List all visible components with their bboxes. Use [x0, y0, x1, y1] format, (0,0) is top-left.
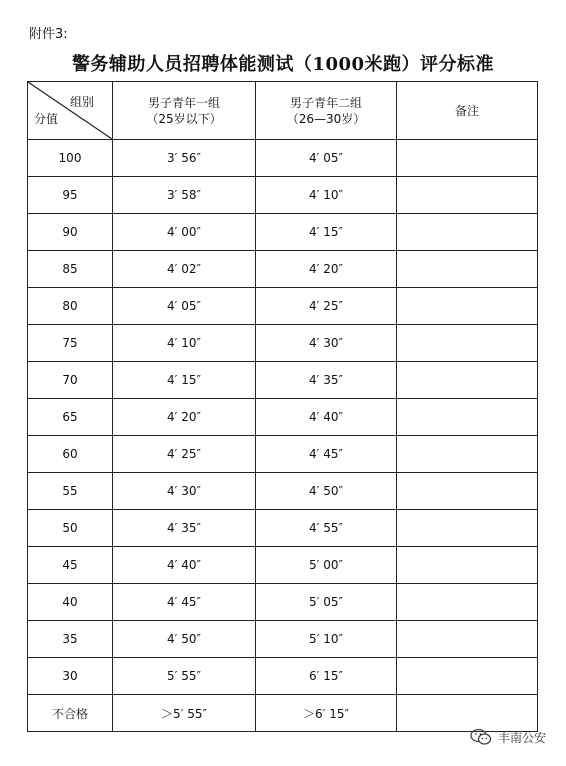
diagonal-header-cell	[28, 82, 113, 140]
remark-cell	[397, 177, 538, 214]
attachment-label: 附件3:	[29, 27, 68, 42]
group1-header	[113, 82, 256, 140]
group1-time-cell: 4′ 10″	[113, 325, 256, 362]
group2-time-cell: 4′ 35″	[256, 362, 397, 399]
watermark	[470, 728, 546, 746]
table-row	[28, 695, 538, 732]
table-row	[28, 177, 538, 214]
group1-time-cell: 4′ 50″	[113, 621, 256, 658]
score-cell: 不合格	[28, 695, 113, 732]
group1-time-cell: 3′ 56″	[113, 140, 256, 177]
score-cell: 45	[28, 547, 113, 584]
group1-time-cell: 4′ 05″	[113, 288, 256, 325]
remark-cell	[397, 695, 538, 732]
group2-name: 男子青年二组	[289, 95, 362, 110]
group2-time-cell: 4′ 55″	[256, 510, 397, 547]
remark-cell	[397, 436, 538, 473]
score-cell: 60	[28, 436, 113, 473]
table-row	[28, 436, 538, 473]
table-row	[28, 584, 538, 621]
group2-time-cell: 6′ 15″	[256, 658, 397, 695]
remark-cell	[397, 510, 538, 547]
group2-header	[256, 82, 397, 140]
remark-cell	[397, 399, 538, 436]
score-cell: 40	[28, 584, 113, 621]
group2-time-cell: 4′ 30″	[256, 325, 397, 362]
score-cell: 50	[28, 510, 113, 547]
remark-cell	[397, 547, 538, 584]
group1-age: （25岁以下）	[146, 111, 222, 126]
group1-time-cell: 4′ 35″	[113, 510, 256, 547]
score-cell: 75	[28, 325, 113, 362]
group2-time-cell: 4′ 10″	[256, 177, 397, 214]
group2-time-cell: 5′ 05″	[256, 584, 397, 621]
group1-time-cell: 4′ 25″	[113, 436, 256, 473]
group1-time-cell: 5′ 55″	[113, 658, 256, 695]
table-row	[28, 399, 538, 436]
table-row	[28, 473, 538, 510]
remark-cell	[397, 658, 538, 695]
group2-time-cell: ＞6′ 15″	[256, 695, 397, 732]
remark-cell	[397, 584, 538, 621]
score-cell: 85	[28, 251, 113, 288]
group1-time-cell: ＞5′ 55″	[113, 695, 256, 732]
remark-cell	[397, 325, 538, 362]
table-row	[28, 288, 538, 325]
remark-cell	[397, 140, 538, 177]
group1-time-cell: 4′ 45″	[113, 584, 256, 621]
group2-time-cell: 4′ 45″	[256, 436, 397, 473]
table-row	[28, 325, 538, 362]
group2-time-cell: 5′ 00″	[256, 547, 397, 584]
group1-time-cell: 4′ 02″	[113, 251, 256, 288]
table-row	[28, 547, 538, 584]
group-axis-label: 组别	[69, 95, 94, 109]
remark-cell	[397, 251, 538, 288]
group2-time-cell: 4′ 25″	[256, 288, 397, 325]
group1-time-cell: 3′ 58″	[113, 177, 256, 214]
group1-time-cell: 4′ 30″	[113, 473, 256, 510]
group2-time-cell: 5′ 10″	[256, 621, 397, 658]
group1-time-cell: 4′ 00″	[113, 214, 256, 251]
group2-time-cell: 4′ 40″	[256, 399, 397, 436]
table-row	[28, 140, 538, 177]
remark-cell	[397, 473, 538, 510]
remark-cell	[397, 288, 538, 325]
score-cell: 65	[28, 399, 113, 436]
watermark-text: 丰南公安	[497, 730, 546, 745]
score-cell: 80	[28, 288, 113, 325]
group2-time-cell: 4′ 50″	[256, 473, 397, 510]
group2-time-cell: 4′ 15″	[256, 214, 397, 251]
remark-cell	[397, 214, 538, 251]
wechat-icon	[470, 728, 492, 746]
table-row	[28, 362, 538, 399]
table-row	[28, 621, 538, 658]
group1-time-cell: 4′ 40″	[113, 547, 256, 584]
score-cell: 70	[28, 362, 113, 399]
table-header-row	[28, 82, 538, 140]
group1-time-cell: 4′ 20″	[113, 399, 256, 436]
score-cell: 90	[28, 214, 113, 251]
group2-time-cell: 4′ 05″	[256, 140, 397, 177]
score-cell: 30	[28, 658, 113, 695]
group1-name: 男子青年一组	[147, 95, 220, 110]
score-axis-label: 分值	[34, 112, 59, 126]
group2-age: （26—30岁）	[286, 111, 366, 126]
group2-time-cell: 4′ 20″	[256, 251, 397, 288]
remark-header: 备注	[397, 82, 538, 140]
group1-time-cell: 4′ 15″	[113, 362, 256, 399]
remark-cell	[397, 621, 538, 658]
score-cell: 55	[28, 473, 113, 510]
score-cell: 100	[28, 140, 113, 177]
table-row	[28, 658, 538, 695]
remark-cell	[397, 362, 538, 399]
score-cell: 35	[28, 621, 113, 658]
score-cell: 95	[28, 177, 113, 214]
table-row	[28, 510, 538, 547]
table-row	[28, 251, 538, 288]
scoring-table	[27, 81, 538, 732]
document-title: 警务辅助人员招聘体能测试（1000米跑）评分标准	[71, 54, 495, 75]
table-row	[28, 214, 538, 251]
